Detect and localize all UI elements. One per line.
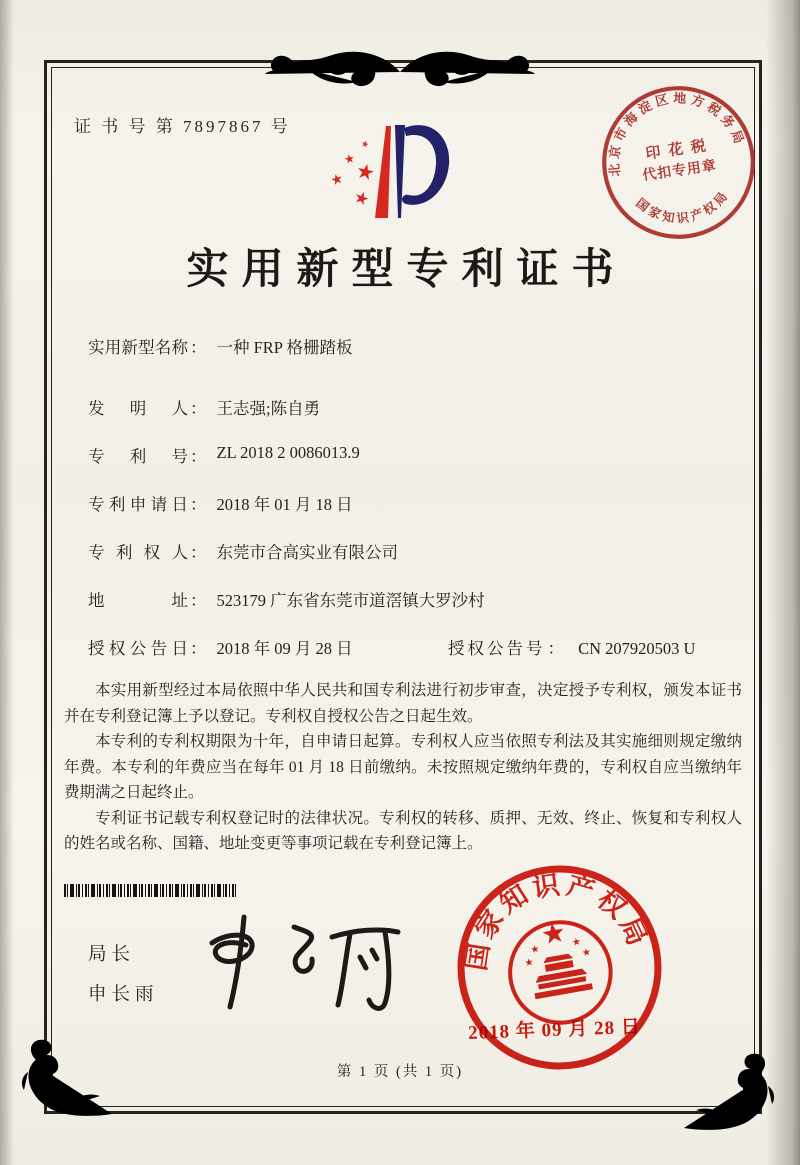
body-paragraph-2: 本专利的专利权期限为十年，自申请日起算。专利权人应当依照专利法及其实施细则规定缴纳年费。本专利的年费应当在每年 01 月 18 日前缴纳。未按照规定缴纳年费的，专利权自应当缴纳年费期满之日起终止。	[64, 733, 742, 801]
field-label: 实用新型名称	[88, 338, 188, 357]
legal-body-text	[64, 678, 742, 857]
field-value: 一种 FRP 格栅踏板	[216, 338, 353, 357]
svg-text:★: ★	[523, 956, 535, 970]
barcode	[64, 884, 236, 897]
field-label: 专利申请日	[88, 495, 188, 514]
tax-stamp-center-line2: 代扣专用章	[641, 158, 718, 184]
field-value: 王志强;陈自勇	[216, 399, 321, 418]
field-value: 2018 年 01 月 18 日	[216, 495, 353, 514]
field-colon: ：	[547, 639, 564, 658]
field-colon: ：	[190, 543, 207, 562]
field-colon: ：	[190, 338, 207, 357]
field-row-utility-model-name	[88, 334, 748, 382]
star-icon: ★	[351, 186, 373, 211]
tax-stamp-arc-top-text: 北京市海淀区地方税务局	[607, 91, 748, 178]
grant-publication-number	[448, 635, 695, 659]
field-colon: ：	[190, 495, 207, 514]
body-paragraph-1: 本实用新型经过本局依照中华人民共和国专利法进行初步审查，决定授予专利权，颁发本证书并在专利登记簿上予以登记。专利权自授权公告之日起生效。	[64, 682, 742, 725]
cnipa-logo-icon	[328, 112, 478, 232]
page-number: 第 1 页 (共 1 页)	[336, 1064, 464, 1080]
field-colon: ：	[190, 447, 207, 466]
seal-org-text: 国家知识产权局	[460, 869, 655, 973]
tax-stamp-center-line1: 印 花 税	[644, 138, 709, 163]
field-value: ZL 2018 2 0086013.9	[216, 443, 360, 462]
certificate-title: 实用新型专利证书	[186, 247, 627, 293]
field-label: 发明人	[88, 399, 188, 418]
svg-text:★: ★	[571, 936, 582, 949]
field-label: 地址	[88, 591, 188, 610]
field-row-address	[88, 587, 748, 635]
field-colon: ：	[190, 591, 207, 610]
svg-text:★: ★	[529, 943, 541, 957]
field-label: 授权公告日	[88, 639, 188, 658]
field-row-grant-date	[88, 635, 748, 683]
field-row-patent-number	[88, 443, 748, 491]
field-label: 专利号	[88, 447, 188, 466]
field-row-filing-date	[88, 491, 748, 539]
bottom-left-flourish-ornament	[16, 1036, 120, 1128]
logo-p-mark	[328, 112, 478, 232]
field-row-inventor	[88, 395, 748, 443]
field-label: 授权公告号	[448, 639, 546, 658]
top-center-flourish-ornament	[265, 42, 535, 104]
director-name: 申长雨	[88, 985, 159, 1005]
body-paragraph-3: 专利证书记载专利权登记时的法律状况。专利权的转移、质押、无效、终止、恢复和专利权人的姓名或名称、国籍、地址变更等事项记载在专利登记簿上。	[64, 809, 742, 852]
star-icon: ★	[353, 158, 378, 186]
star-icon: ★	[342, 151, 357, 167]
seal-date: 2018 年 09 月 28 日	[467, 1016, 642, 1044]
director-block	[88, 940, 159, 1020]
tax-office-stamp	[585, 69, 771, 255]
field-colon: ：	[190, 399, 207, 418]
tax-stamp-arc-bottom-text: 国家知识产权局	[633, 187, 732, 226]
star-icon: ★	[329, 171, 346, 190]
field-colon: ：	[190, 639, 207, 658]
field-value: 东莞市合高实业有限公司	[216, 543, 398, 562]
svg-text:国家知识产权局	[447, 854, 656, 982]
svg-text:北京市海淀区地方税务局	[598, 81, 749, 178]
cnipa-official-seal	[435, 843, 684, 1092]
svg-text:★: ★	[581, 946, 592, 960]
field-row-patentee	[88, 539, 748, 587]
certificate-number: 证 书 号 第 7897867 号	[74, 117, 291, 136]
certificate-fields	[88, 334, 748, 683]
field-value: 523179 广东省东莞市道滘镇大罗沙村	[216, 591, 485, 610]
field-label: 专利权人	[88, 543, 188, 562]
director-signature	[192, 905, 437, 1023]
field-value: CN 207920503 U	[578, 639, 696, 658]
director-title: 局长	[88, 945, 136, 965]
star-icon: ★	[359, 138, 371, 151]
field-value: 2018 年 09 月 28 日	[216, 639, 353, 658]
